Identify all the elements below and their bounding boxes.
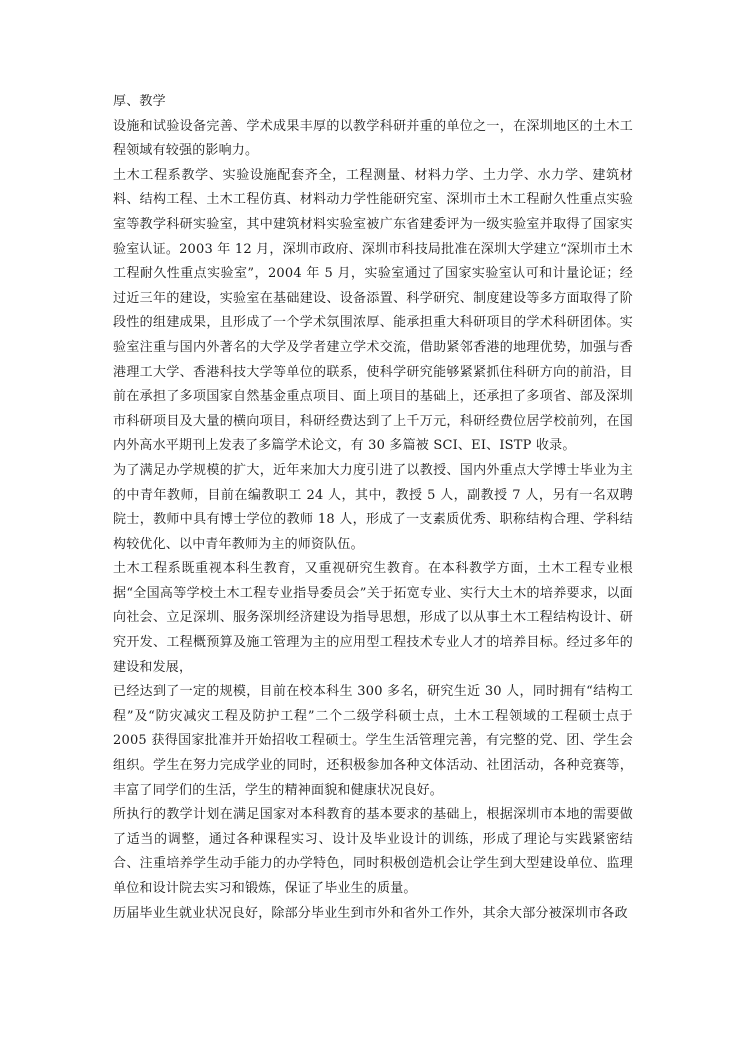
paragraph-faculty: 为了满足办学规模的扩大，近年来加大力度引进了以教授、国内外重点大学博士毕业为主的中青年教师，目前在编教职工 24 人，其中，教授 5 人，副教授 7 人，另有一名双聘院士，教师中具有博士学位的教师 18 人，形成了一支素质优秀、职称结构合理、学科结构较优化、以中青年教师为主的师资队伍。 <box>113 462 633 552</box>
paragraph-overview: 设施和试验设备完善、学术成果丰厚的以教学科研并重的单位之一，在深圳地区的土木工程领域有较强的影响力。 <box>113 118 633 159</box>
paragraph-laboratories: 土木工程系教学、实验设施配套齐全，工程测量、材料力学、土力学、水力学、建筑材料、结构工程、土木工程仿真、材料动力学性能研究室、深圳市土木工程耐久性重点实验室等教学科研实验室，其中建筑材料实验室被广东省建委评为一级实验室并取得了国家实验室认证。2003 年 12 月，深圳市政府、深圳市科技局批准在深圳大学建立“深圳市土木工程耐久性重点实验室”，2004 年 5 月，实验室通过了国家实验室认可和计量论证；经过近三年的建设，实验室在基础建设、设备添置、科学研究、制度建设等多方面取得了阶段性的组建成果，且形成了一个学术氛围浓厚、能承担重大科研项目的学术科研团体。实验室注重与国内外著名的大学及学者建立学术交流，借助紧邻香港的地理优势，加强与香港理工大学、香港科技大学等单位的联系，使科学研究能够紧紧抓住科研方向的前沿，目前在承担了多项国家自然基金重点项目、面上项目的基础上，还承担了多项省、部及深圳市科研项目及大量的横向项目，科研经费达到了上千万元，科研经费位居学校前列，在国内外高水平期刊上发表了多篇学术论文，有 30 多篇被 SCI、EI、ISTP 收录。 <box>113 167 633 454</box>
paragraph-employment: 历届毕业生就业状况良好，除部分毕业生到市外和省外工作外，其余大部分被深圳市各政 <box>113 905 628 921</box>
paragraph-education: 土木工程系既重视本科生教育，又重视研究生教育。在本科教学方面，土木工程专业根据“全国高等学校土木工程专业指导委员会”关于拓宽专业、实行大土木的培养要求，以面向社会、立足深圳、服务深圳经济建设为指导思想，形成了以从事土木工程结构设计、研究开发、工程概预算及施工管理为主的应用型工程技术专业人才的培养目标。经过多年的建设和发展， <box>113 561 633 675</box>
paragraph-scale-and-students: 已经达到了一定的规模，目前在校本科生 300 多名，研究生近 30 人，同时拥有“结构工程”及“防灾减灾工程及防护工程”二个二级学科硕士点，土木工程领域的工程硕士点于 2005 获得国家批准并开始招收工程硕士。学生生活管理完善，有完整的党、团、学生会组织。学生在努力完成学业的同时，还积极参加各种文体活动、社团活动，各种竞赛等，丰富了同学们的生活，学生的精神面貌和健康状况良好。 <box>113 684 633 798</box>
paragraph-heading-fragment: 厚、教学 <box>113 94 166 109</box>
document-page <box>113 90 633 926</box>
paragraph-teaching-plan: 所执行的教学计划在满足国家对本科教育的基本要求的基础上，根据深圳市本地的需要做了适当的调整，通过各种课程实习、设计及毕业设计的训练，形成了理论与实践紧密结合、注重培养学生动手能力的办学特色，同时积极创造机会让学生到大型建设单位、监理单位和设计院去实习和锻炼，保证了毕业生的质量。 <box>113 807 633 896</box>
